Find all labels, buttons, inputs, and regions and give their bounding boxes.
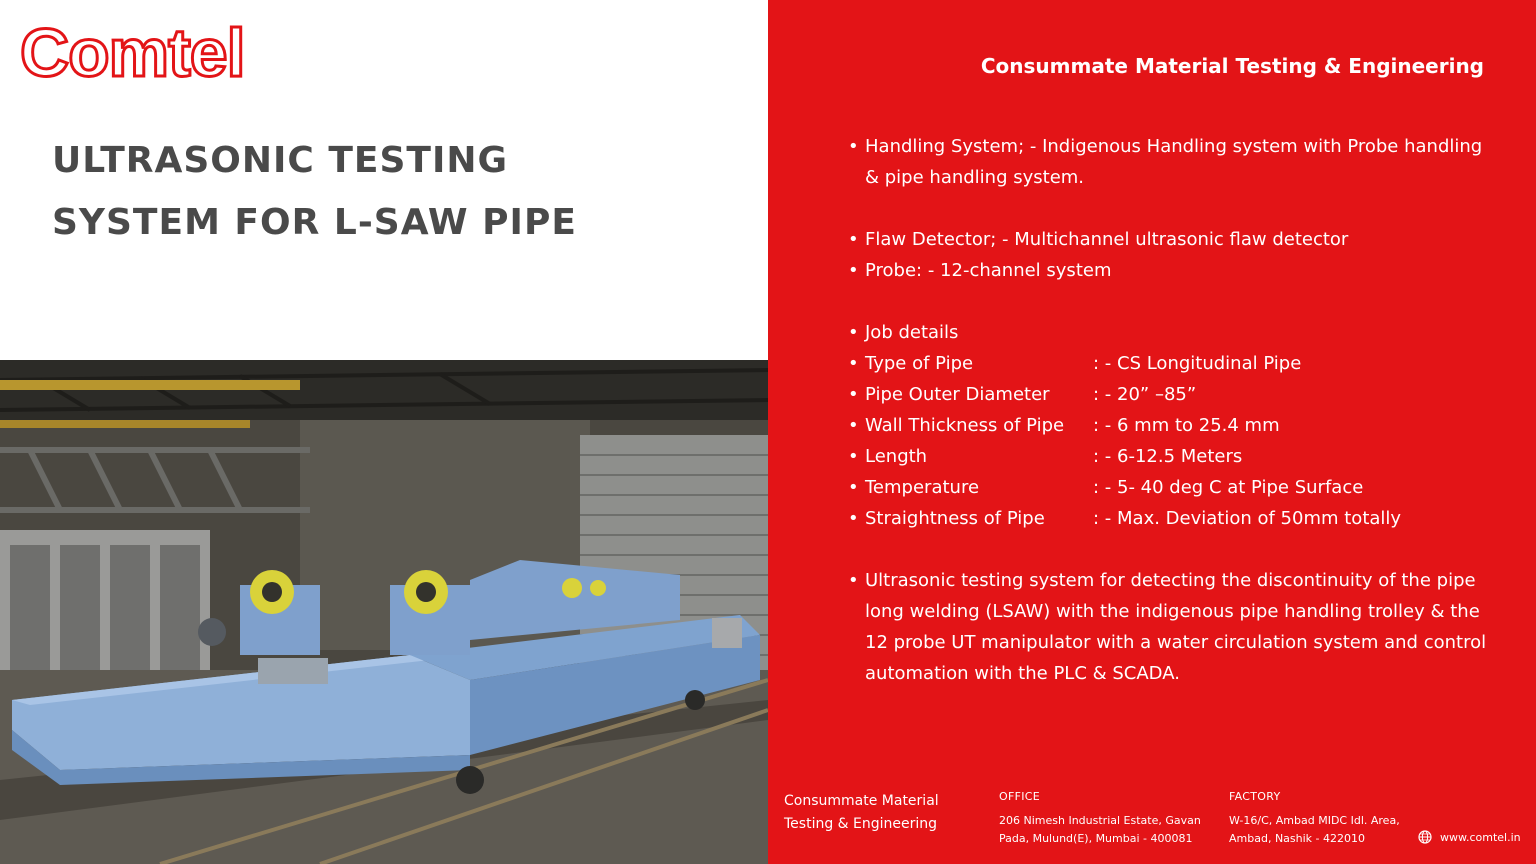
footer-factory [1229,790,1419,848]
spec-label: • Type of Pipe [865,353,974,374]
spec-value: : - Max. Deviation of 50mm totally [1093,508,1402,529]
footer-office [999,790,1209,848]
spec-row [848,472,1498,503]
spec-label: • Straightness of Pipe [865,508,1045,529]
spec-row [848,379,1498,410]
equipment-photo [0,360,768,864]
spec-probe: • Probe: - 12-channel system [848,255,1498,286]
footer-company-name: Consummate Material Testing & Engineering [784,793,939,832]
spec-list [848,131,1498,689]
page-title [52,130,732,254]
spec-row [848,348,1498,379]
ut-trolley-illustration [0,360,768,864]
spec-label: • Pipe Outer Diameter [865,384,1050,405]
spec-label: • Length [865,446,928,467]
office-heading: OFFICE [999,790,1040,803]
title-line-2: SYSTEM FOR L-SAW PIPE [52,202,577,243]
spec-row [848,441,1498,472]
spec-summary: • Ultrasonic testing system for detecting the discontinuity of the pipe long welding (LSAW) with the indigenous pipe handling trolley & the 12 probe UT manipulator with a water circulation system and control automation with the PLC & SCADA. [848,565,1498,689]
spacer [848,193,1498,224]
factory-heading: FACTORY [1229,790,1281,803]
spec-row [848,503,1498,534]
spec-label: • Temperature [865,477,980,498]
tagline: Consummate Material Testing & Engineering [980,54,1484,78]
svg-text:Comtel: Comtel [20,18,245,88]
spec-flaw-detector: • Flaw Detector; - Multichannel ultrasonic flaw detector [848,224,1498,255]
comtel-logo-mark [18,18,268,88]
spec-value: : - 5- 40 deg C at Pipe Surface [1093,477,1364,498]
spec-value: : - 20” –85” [1093,384,1197,405]
office-address: 206 Nimesh Industrial Estate, Gavan Pada, Mulund(E), Mumbai - 400081 [999,814,1201,845]
title-line-1: ULTRASONIC TESTING [52,140,509,181]
spacer [848,534,1498,565]
website-link[interactable]: www.comtel.in [1440,830,1521,844]
spec-job-details: • Job details [848,317,1498,348]
globe-icon [1418,830,1432,844]
spacer [848,286,1498,317]
footer-website[interactable] [1418,830,1521,844]
spec-value: : - 6-12.5 Meters [1093,446,1243,467]
spec-row [848,410,1498,441]
right-panel [768,0,1536,864]
spec-value: : - CS Longitudinal Pipe [1093,353,1302,374]
footer [768,784,1536,864]
factory-address: W-16/C, Ambad MIDC Idl. Area, Ambad, Nashik - 422010 [1229,814,1400,845]
comtel-logo [18,18,268,88]
spec-label: • Wall Thickness of Pipe [865,415,1065,436]
spec-handling-system: • Handling System; - Indigenous Handling system with Probe handling & pipe handling system. [848,131,1498,193]
spec-value: : - 6 mm to 25.4 mm [1093,415,1280,436]
